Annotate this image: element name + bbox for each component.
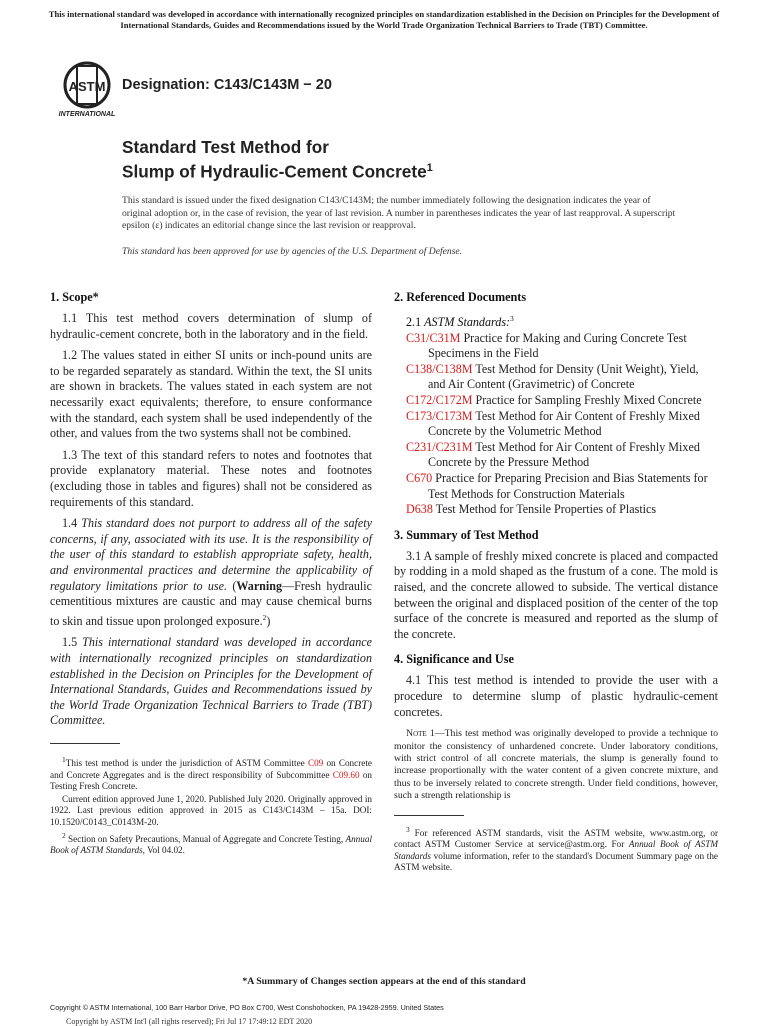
note-1-text: —This test method was originally developed to provide a technique to monitor the consistency of unhardened concrete. Under laboratory conditions, with strict control of all concrete materials, the slump is generally found to increase proportionally with the water content of a given concrete mixture, and thus to be inversely related to concrete strength. Under field conditions, however, such a strength relationship is [394, 728, 718, 802]
warning-label: Warning [236, 578, 283, 593]
refs-sub-num: 2.1 [406, 315, 422, 330]
footnote-1-text-c: on Testing Fresh Concrete. [50, 769, 373, 792]
para-3-1: 3.1 A sample of freshly mixed concrete is placed and compacted by rodding in a mold shaped as the frustum of a cone. The mold is raised, and the concrete allowed to subside. The vertical distance between the original and displaced position of the center of the top surface of the concrete is measured and reported as the slump of the concrete. [394, 548, 718, 641]
warning-footnote-mark: 2 [262, 612, 267, 622]
footnote-2-text: Section on Safety Precautions, Manual of Aggregate and Concrete Testing, [65, 833, 346, 844]
warning-close: ) [266, 613, 271, 628]
logo-subtext: INTERNATIONAL [58, 111, 116, 118]
top-notice: This international standard was developed in accordance with internationally recognized principles on standardization established in the Decision on Principles for the Development of International Standards, Guides and Recommendations issued by the World Trade Organization Technical Barriers to Trade (TBT) Committee. [48, 9, 720, 30]
footnote-1 [50, 754, 372, 793]
reference-item [406, 393, 718, 409]
astm-logo [56, 58, 118, 120]
reference-item [406, 331, 718, 362]
note-1-label: Note 1 [406, 728, 435, 740]
document-title [122, 137, 433, 183]
para-1-4-italic: This standard does not purport to address all of the safety concerns, if any, associated with its use. It is the responsibility of the user of this standard to establish appropriate safety, health, and environmental practices and determine the applicability of regulatory limitations prior to use. [50, 516, 372, 593]
link-c09[interactable]: C09 [307, 757, 324, 768]
para-1-5 [50, 635, 372, 729]
footnote-3 [394, 824, 718, 874]
reference-text: Test Method for Air Content of Freshly Mixed Concrete by the Volumetric Method [428, 408, 700, 439]
para-4-1: 4.1 This test method is intended to provide the user with a procedure to determine slump of plastic hydraulic-cement concretes. [394, 673, 718, 719]
reference-text: Test Method for Tensile Properties of Plastics [432, 502, 657, 517]
footnote-2-end: , Vol 04.02. [142, 845, 185, 856]
refs-sub-label: ASTM Standards: [424, 315, 511, 330]
para-1-1: 1.1 This test method covers determination of slump of hydraulic-cement concrete, both in the laboratory and in the field. [50, 311, 372, 341]
title-line-2 [122, 158, 433, 183]
footnote-3-text-b: volume information, refer to the standard's Document Summary page on the ASTM website. [394, 850, 718, 873]
refs-sub-footnote-mark: 3 [510, 314, 514, 323]
reference-link[interactable]: D638 [406, 502, 433, 517]
reference-item [406, 502, 718, 518]
warning-text: —Fresh hydraulic cementitious mixtures are caustic and may cause chemical burns to skin and tissue upon prolonged exposure. [50, 578, 372, 628]
reference-item [406, 409, 718, 440]
copyright-line: Copyright © ASTM International, 100 Barr Harbor Drive, PO Box C700, West Conshohocken, PA 19428-2959. United States [50, 1003, 444, 1012]
section-4-heading: 4. Significance and Use [394, 652, 514, 667]
section-3-heading: 3. Summary of Test Method [394, 527, 539, 542]
title-line-2-text: Slump of Hydraulic-Cement Concrete [122, 161, 427, 182]
footnote-1-text-b: on Concrete and Concrete Aggregates and is the direct responsibility of Subcommittee [50, 757, 372, 780]
logo-text: ASTM [68, 79, 106, 94]
reference-text: Test Method for Air Content of Freshly Mixed Concrete by the Pressure Method [428, 439, 700, 470]
dod-approval: This standard has been approved for use by agencies of the U.S. Department of Defense. [122, 246, 463, 257]
link-c09-60[interactable]: C09.60 [332, 769, 360, 780]
summary-of-changes-note: *A Summary of Changes section appears at the end of this standard [242, 976, 526, 987]
para-1-4-num: 1.4 [62, 516, 78, 531]
reference-link[interactable]: C172/C172M [406, 393, 473, 407]
para-1-2: 1.2 The values stated in either SI units or inch-pound units are to be regarded separately as standard. Within the text, the SI units are shown in brackets. The values stated in each system are not necessarily exact equivalents; therefore, to ensure conformance with the standard, each system shall be used independently of the other, and values from the two systems shall not be combined. [50, 348, 372, 441]
reference-text: Practice for Sampling Freshly Mixed Concrete [472, 393, 702, 407]
para-1-5-num: 1.5 [62, 635, 78, 650]
footnote-2 [50, 830, 372, 857]
footnote-rule-right [394, 815, 464, 816]
left-column [50, 290, 372, 858]
right-column [394, 290, 718, 875]
issuance-note: This standard is issued under the fixed designation C143/C143M; the number immediately following the designation indicates the year of original adoption or, in the case of revision, the year of last revision. A number in parentheses indicates the year of last reapproval. A superscript epsilon (ε) indicates an editorial change since the last revision or reapproval. [122, 195, 676, 232]
reference-link[interactable]: C138/C138M [406, 361, 473, 376]
designation: Designation: C143/C143M − 20 [122, 77, 332, 93]
footnote-3-text-a: For referenced ASTM standards, visit the ASTM website, www.astm.org, or contact ASTM Customer Service at service@astm.org. For [394, 827, 718, 850]
reference-text: Practice for Preparing Precision and Bias Statements for Test Methods for Construction Materials [428, 470, 708, 501]
reference-link[interactable]: C231/C231M [406, 439, 473, 454]
footnote-2-mark: 2 [62, 830, 66, 840]
reference-item [406, 440, 718, 471]
licence-line: Copyright by ASTM Int'l (all rights reserved); Fri Jul 17 17:49:12 EDT 2020 [66, 1017, 313, 1026]
footnote-3-italic: Annual Book of ASTM Standards [394, 839, 718, 861]
reference-item [406, 362, 718, 393]
para-1-3: 1.3 The text of this standard refers to notes and footnotes that provide explanatory material. These notes and footnotes (excluding those in tables and figures) shall not be considered as requirements of this standard. [50, 447, 372, 509]
reference-text: Practice for Making and Curing Concrete Test Specimens in the Field [428, 330, 687, 361]
para-1-4 [50, 516, 372, 629]
footnote-1-edition: Current edition approved June 1, 2020. Published July 2020. Originally approved in 1922. Last previous edition approved in 2015 as C143/C143M – 15a. DOI: 10.1520/C0143_C0143M-20. [50, 793, 372, 827]
section-1-heading: 1. Scope* [50, 290, 99, 304]
reference-link[interactable]: C173/C173M [406, 408, 473, 423]
section-2-heading: 2. Referenced Documents [394, 290, 527, 304]
reference-link[interactable]: C670 [406, 470, 433, 485]
reference-link[interactable]: C31/C31M [406, 330, 461, 345]
astm-standards-label [406, 311, 718, 331]
footnote-1-text-a: This test method is under the jurisdiction of ASTM Committee [65, 757, 308, 768]
reference-item [406, 471, 718, 502]
footnote-2-italic: Annual Book of ASTM Standards [50, 833, 372, 856]
note-1 [394, 728, 718, 802]
title-line-1: Standard Test Method for [122, 137, 329, 157]
footnote-rule-left [50, 743, 120, 744]
footnote-3-mark: 3 [406, 824, 410, 834]
footnote-1-mark: 1 [62, 754, 66, 764]
warning-open: ( [232, 578, 237, 593]
title-footnote-mark: 1 [426, 162, 433, 174]
reference-text: Test Method for Density (Unit Weight), Yield, and Air Content (Gravimetric) of Concrete [428, 361, 699, 392]
para-1-5-italic: This international standard was developed in accordance with internationally recognized principles on standardization established in the Decision on Principles for the Development of International Standards, Guides and Recommendations issued by the World Trade Organization Technical Barriers to Trade (TBT) Committee. [50, 635, 372, 728]
